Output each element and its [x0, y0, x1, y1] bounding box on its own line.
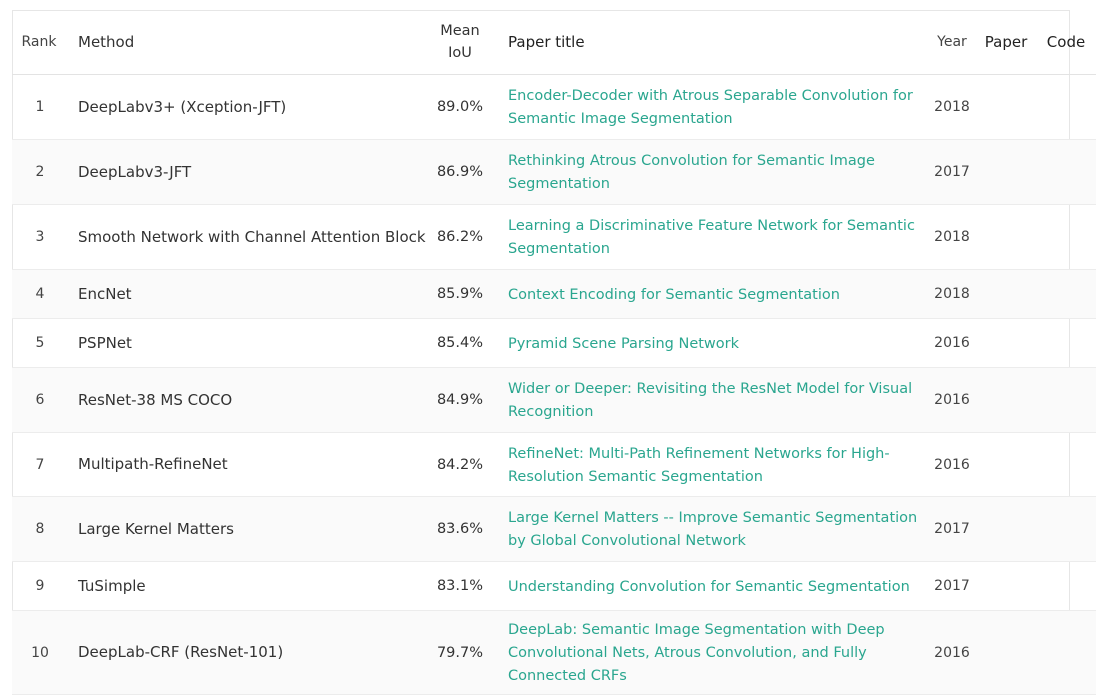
year-cell: 2016: [928, 433, 976, 497]
code-cell: [1036, 205, 1096, 270]
year-cell: 2016: [928, 611, 976, 695]
code-cell: [1036, 319, 1096, 368]
paper-title-link[interactable]: Wider or Deeper: Revisiting the ResNet Model for Visual Recognition: [508, 381, 913, 420]
header-mean-iou[interactable]: [428, 10, 492, 75]
paper-title-link[interactable]: DeepLab: Semantic Image Segmentation with Deep Convolutional Nets, Atrous Convolution, and Fully Connected CRFs: [508, 622, 885, 684]
paper-title-cell: [492, 611, 928, 695]
paper-cell: [976, 368, 1036, 433]
rank-cell: 1: [12, 75, 66, 140]
leaderboard-container: [12, 10, 1086, 692]
paper-cell: [976, 562, 1036, 611]
mean-iou-cell: 85.9%: [428, 270, 492, 319]
year-cell: 2016: [928, 368, 976, 433]
paper-title-link[interactable]: Encoder-Decoder with Atrous Separable Convolution for Semantic Image Segmentation: [508, 88, 913, 127]
paper-title-link[interactable]: Pyramid Scene Parsing Network: [508, 335, 740, 352]
header-year[interactable]: Year: [928, 10, 976, 75]
year-cell: 2018: [928, 75, 976, 140]
mean-iou-cell: 86.2%: [428, 205, 492, 270]
table-row: [12, 205, 1096, 270]
table-row: [12, 140, 1096, 205]
code-cell: [1036, 562, 1096, 611]
table-header: [12, 10, 1096, 75]
header-code[interactable]: Code: [1036, 10, 1096, 75]
mean-iou-cell: 89.0%: [428, 75, 492, 140]
paper-title-cell: [492, 270, 928, 319]
year-cell: 2017: [928, 497, 976, 562]
paper-title-link[interactable]: RefineNet: Multi-Path Refinement Networks for High-Resolution Semantic Segmentation: [508, 445, 890, 485]
paper-title-cell: [492, 433, 928, 497]
mean-iou-cell: 85.4%: [428, 319, 492, 368]
paper-title-link[interactable]: Understanding Convolution for Semantic Segmentation: [508, 578, 910, 595]
rank-cell: 2: [12, 140, 66, 205]
method-cell: DeepLab-CRF (ResNet-101): [66, 611, 428, 695]
rank-cell: 3: [12, 205, 66, 270]
header-row: [12, 10, 1096, 75]
mean-iou-cell: 84.9%: [428, 368, 492, 433]
paper-title-link[interactable]: Large Kernel Matters -- Improve Semantic Segmentation by Global Convolutional Network: [508, 510, 918, 549]
method-cell: Smooth Network with Channel Attention Block: [66, 205, 428, 270]
code-cell: [1036, 270, 1096, 319]
paper-title-cell: [492, 497, 928, 562]
paper-title-cell: [492, 75, 928, 140]
method-cell: Large Kernel Matters: [66, 497, 428, 562]
table-row: [12, 611, 1096, 695]
code-cell: [1036, 368, 1096, 433]
year-cell: 2017: [928, 140, 976, 205]
paper-title-link[interactable]: Rethinking Atrous Convolution for Semantic Image Segmentation: [508, 153, 875, 192]
paper-title-cell: [492, 368, 928, 433]
paper-cell: [976, 140, 1036, 205]
paper-cell: [976, 319, 1036, 368]
mean-iou-cell: 83.1%: [428, 562, 492, 611]
leaderboard-table: [12, 10, 1096, 695]
mean-iou-cell: 86.9%: [428, 140, 492, 205]
rank-cell: 7: [12, 433, 66, 497]
paper-title-link[interactable]: Context Encoding for Semantic Segmentation: [508, 286, 840, 303]
paper-title-link[interactable]: Learning a Discriminative Feature Network for Semantic Segmentation: [508, 218, 915, 257]
table-row: [12, 433, 1096, 497]
header-paper[interactable]: Paper: [976, 10, 1036, 75]
method-cell: ResNet-38 MS COCO: [66, 368, 428, 433]
code-cell: [1036, 611, 1096, 695]
table-row: [12, 319, 1096, 368]
table-row: [12, 75, 1096, 140]
paper-title-cell: [492, 140, 928, 205]
method-cell: PSPNet: [66, 319, 428, 368]
rank-cell: 6: [12, 368, 66, 433]
paper-title-cell: [492, 562, 928, 611]
paper-cell: [976, 205, 1036, 270]
year-cell: 2016: [928, 319, 976, 368]
table-row: [12, 497, 1096, 562]
year-cell: 2017: [928, 562, 976, 611]
mean-iou-cell: 84.2%: [428, 433, 492, 497]
method-cell: TuSimple: [66, 562, 428, 611]
rank-cell: 10: [12, 611, 66, 695]
header-method[interactable]: Method: [66, 10, 428, 75]
paper-cell: [976, 75, 1036, 140]
table-body: [12, 75, 1096, 695]
method-cell: DeepLabv3+ (Xception-JFT): [66, 75, 428, 140]
table-row: [12, 270, 1096, 319]
paper-cell: [976, 497, 1036, 562]
header-mean-iou-line2: IoU: [448, 45, 472, 61]
code-cell: [1036, 497, 1096, 562]
table-row: [12, 562, 1096, 611]
paper-cell: [976, 611, 1036, 695]
header-mean-iou-line1: Mean: [440, 23, 480, 39]
paper-cell: [976, 270, 1036, 319]
paper-title-cell: [492, 319, 928, 368]
year-cell: 2018: [928, 205, 976, 270]
rank-cell: 4: [12, 270, 66, 319]
code-cell: [1036, 433, 1096, 497]
paper-title-cell: [492, 205, 928, 270]
rank-cell: 8: [12, 497, 66, 562]
code-cell: [1036, 75, 1096, 140]
table-row: [12, 368, 1096, 433]
header-paper-title[interactable]: Paper title: [492, 10, 928, 75]
header-rank[interactable]: Rank: [12, 10, 66, 75]
paper-cell: [976, 433, 1036, 497]
method-cell: Multipath-RefineNet: [66, 433, 428, 497]
code-cell: [1036, 140, 1096, 205]
method-cell: EncNet: [66, 270, 428, 319]
year-cell: 2018: [928, 270, 976, 319]
mean-iou-cell: 83.6%: [428, 497, 492, 562]
rank-cell: 5: [12, 319, 66, 368]
method-cell: DeepLabv3-JFT: [66, 140, 428, 205]
rank-cell: 9: [12, 562, 66, 611]
mean-iou-cell: 79.7%: [428, 611, 492, 695]
